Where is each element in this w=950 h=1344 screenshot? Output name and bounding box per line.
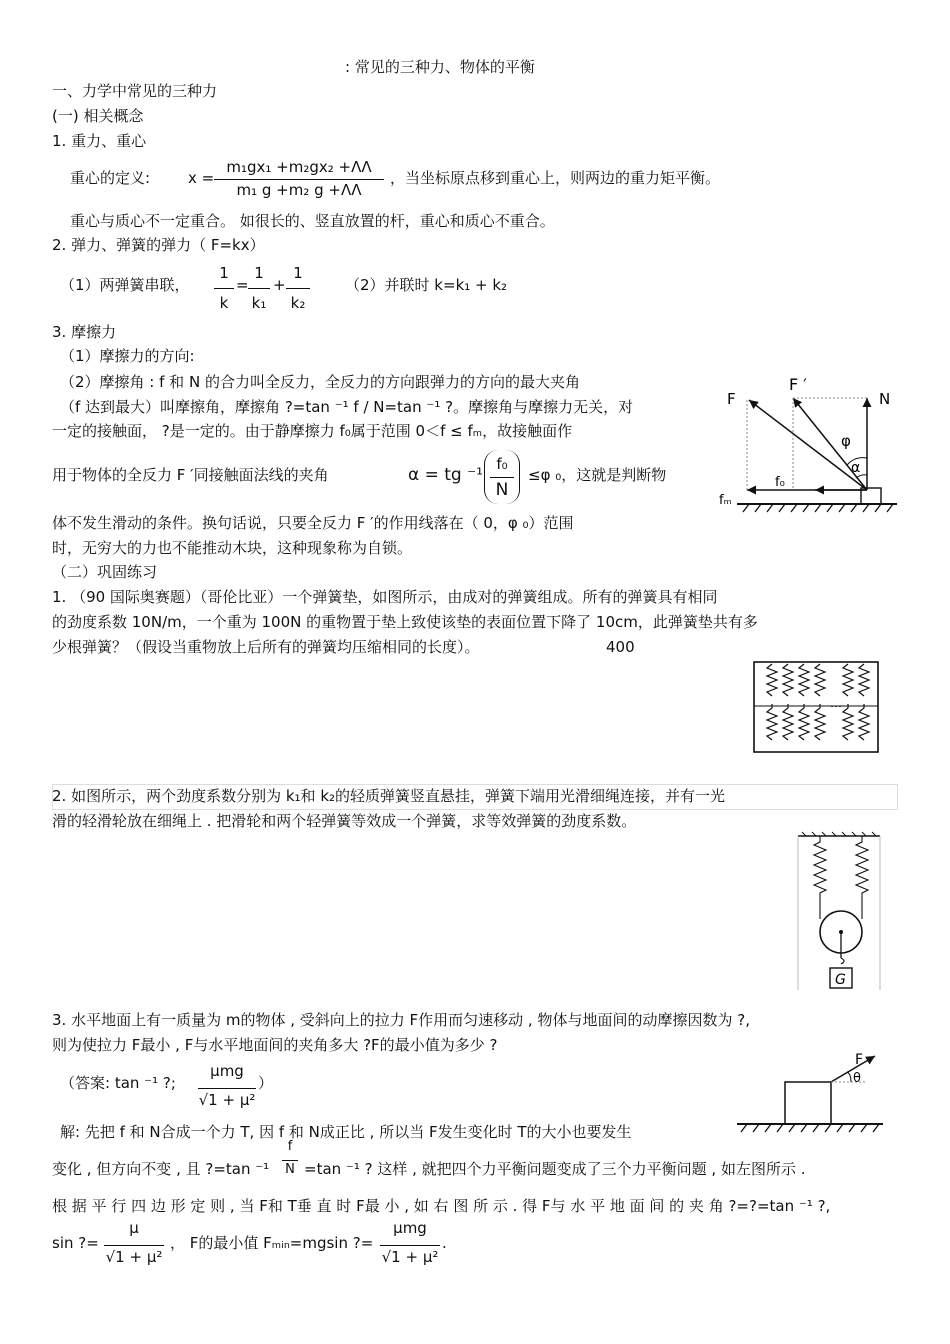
item-heading: 3. 摩擦力 bbox=[52, 323, 117, 341]
solution-text: sin ?= bbox=[52, 1234, 99, 1252]
answer-denominator: √1 + μ² bbox=[198, 1088, 256, 1111]
label-F: F bbox=[727, 390, 736, 408]
problem1-text: 的劲度系数 10N/m，一个重为 100N 的重物置于垫上致使该垫的表面位置下降了 10cm，此弹簧垫共有多 bbox=[52, 613, 758, 631]
label-f0: f₀ bbox=[775, 475, 785, 490]
friction-text: 体不发生滑动的条件。换句话说，只要全反力 F ′的作用线落在（ 0，φ ₀）范围 bbox=[52, 514, 574, 532]
section-heading: 一、力学中常见的三种力 bbox=[52, 82, 218, 100]
subsection-heading: （二）巩固练习 bbox=[52, 563, 158, 581]
series-one: 1 bbox=[254, 264, 264, 282]
cg-x: x = bbox=[188, 169, 215, 187]
label-F: F bbox=[855, 1052, 864, 1068]
problem1-text: 少根弹簧？（假设当重物放上后所有的弹簧均压缩相同的长度）。 bbox=[52, 638, 480, 656]
n-denominator: N bbox=[282, 1160, 298, 1179]
problem2-text: 滑的轻滑轮放在细绳上 . 把滑轮和两个轻弹簧等效成一个弹簧，求等效弹簧的劲度系数。 bbox=[52, 812, 637, 830]
series-one: 1 bbox=[219, 264, 229, 282]
cg-denominator: m₁ g +m₂ g +ΛΛ bbox=[214, 179, 384, 200]
mu-numerator: μ bbox=[129, 1219, 139, 1237]
solution-end: . bbox=[442, 1234, 447, 1252]
subsection-heading: (一) 相关概念 bbox=[52, 107, 144, 125]
label-G: G bbox=[835, 972, 846, 988]
problem3-text: 则为使拉力 F最小 , F与水平地面间的夹角多大 ?F的最小值为多少 ? bbox=[52, 1036, 498, 1054]
series-one: 1 bbox=[293, 264, 303, 282]
cg-numerator: m₁gx₁ +m₂gx₂ +ΛΛ bbox=[226, 158, 372, 176]
problem1-text: 1. （90 国际奥赛题）（哥伦比亚）一个弹簧垫，如图所示，由成对的弹簧组成。所有的弹簧具有相同 bbox=[52, 588, 718, 606]
answer-numerator: μmg bbox=[210, 1062, 244, 1080]
svg-text:⋯: ⋯ bbox=[830, 699, 842, 713]
page-title: : 常见的三种力、物体的平衡 bbox=[345, 58, 535, 76]
alpha-formula: α = tg ⁻¹ bbox=[408, 465, 483, 485]
series-label: （1）两弹簧串联， bbox=[60, 276, 190, 294]
answer-close: ） bbox=[258, 1074, 274, 1092]
series-k1: k₁ bbox=[248, 288, 270, 313]
friction-direction: （1）摩擦力的方向: bbox=[60, 347, 195, 365]
mu-denominator: √1 + μ² bbox=[104, 1245, 164, 1268]
solution-text: =tan ⁻¹ ? 这样 , 就把四个力平衡问题变成了三个力平衡问题 , 如左图所示 . bbox=[304, 1160, 806, 1178]
friction-text: 一定的接触面， ?是一定的。由于静摩擦力 f₀属于范围 0＜f ≤ fₘ，故接触面作 bbox=[52, 422, 573, 440]
series-k2: k₂ bbox=[286, 288, 310, 313]
label-theta: θ bbox=[853, 1071, 861, 1086]
series-eq: = bbox=[236, 276, 249, 294]
label-fm: fₘ bbox=[719, 493, 732, 508]
cg-definition-label: 重心的定义: bbox=[70, 169, 151, 187]
mumg-denominator: √1 + μ² bbox=[380, 1245, 440, 1268]
cg-vs-com: 重心与质心不一定重合。 如很长的、竖直放置的杆，重心和质心不重合。 bbox=[70, 212, 555, 230]
problem3-text: 3. 水平地面上有一质量为 m的物体 , 受斜向上的拉力 F作用而匀速移动 , 物体与地面间的动摩擦因数为 ?, bbox=[52, 1011, 750, 1029]
problem3-answer: （答案: tan ⁻¹ ?; bbox=[60, 1074, 176, 1092]
mumg-numerator: μmg bbox=[393, 1219, 427, 1237]
label-phi: φ bbox=[841, 432, 851, 450]
friction-text: 用于物体的全反力 F ′同接触面法线的夹角 bbox=[52, 466, 329, 484]
friction-text: （f 达到最大）叫摩擦角，摩擦角 ?=tan ⁻¹ f / N=tan ⁻¹ ?。摩擦角与摩擦力无关，对 bbox=[60, 398, 634, 416]
friction-text: （2）摩擦角 : f 和 N 的合力叫全反力，全反力的方向跟弹力的方向的最大夹角 bbox=[60, 373, 580, 391]
cg-note: ，当坐标原点移到重心上，则两边的重力矩平衡。 bbox=[390, 169, 721, 187]
solution-text: 根 据 平 行 四 边 形 定 则 , 当 F和 T垂 直 时 F最 小 , 如 右 图 所 示 . 得 F与 水 平 地 面 间 的 夹 角 ?=?=tan ⁻¹ ?, bbox=[52, 1197, 831, 1215]
solution-text: 变化 , 但方向不变 , 且 ?=tan ⁻¹ bbox=[52, 1160, 270, 1178]
solution-text: 解: 先把 f 和 N合成一个力 T, 因 f 和 N成正比 , 所以当 F发生变化时 T的大小也要发生 bbox=[60, 1123, 632, 1141]
n-denominator: N bbox=[490, 477, 514, 502]
problem2-text: 2. 如图所示，两个劲度系数分别为 k₁和 k₂的轻质弹簧竖直悬挂，弹簧下端用光滑细绳连接，并有一光 bbox=[52, 787, 726, 805]
f0-numerator: f₀ bbox=[496, 455, 508, 473]
series-plus: + bbox=[273, 276, 286, 294]
f-numerator: f bbox=[287, 1139, 293, 1154]
item-heading: 1. 重力、重心 bbox=[52, 132, 147, 150]
parallel-label: （2）并联时 k=k₁ + k₂ bbox=[345, 276, 508, 294]
friction-text: ≤φ ₀，这就是判断物 bbox=[528, 466, 667, 484]
label-N: N bbox=[879, 390, 891, 408]
problem1-answer: 400 bbox=[606, 638, 635, 656]
label-F-prime: F ′ bbox=[789, 375, 807, 394]
item-heading: 2. 弹力、弹簧的弹力（ F=kx） bbox=[52, 236, 265, 254]
pulley-figure bbox=[796, 832, 882, 992]
label-alpha: α bbox=[851, 460, 861, 476]
block-pull-figure bbox=[735, 1048, 885, 1138]
series-k: k bbox=[214, 288, 234, 313]
friction-text: 时，无穷大的力也不能推动木块，这种现象称为自锁。 bbox=[52, 539, 413, 557]
spring-mattress-figure bbox=[752, 660, 882, 755]
friction-angle-figure bbox=[715, 370, 905, 520]
solution-text: ， F的最小值 Fₘᵢₙ=mgsin ?= bbox=[170, 1234, 374, 1252]
